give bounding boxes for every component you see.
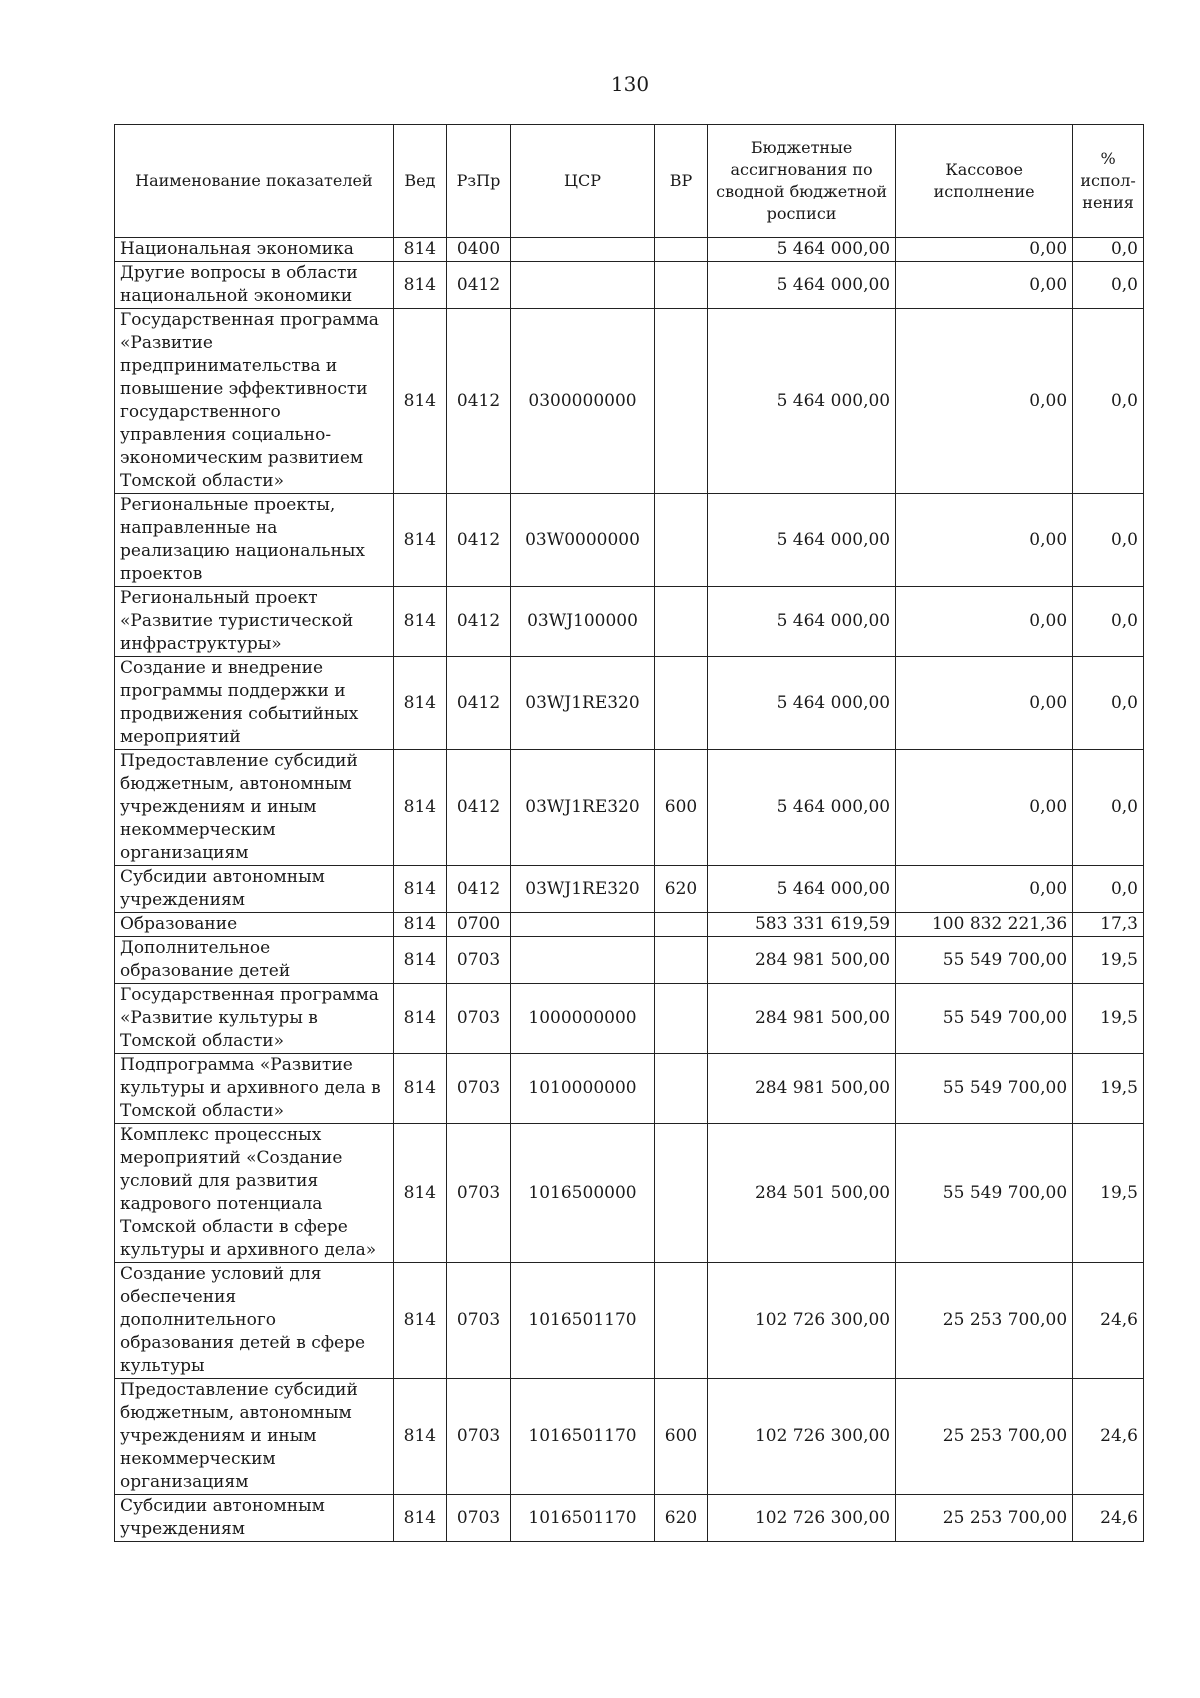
table-header-row	[115, 125, 1144, 238]
row-ved: 814	[393, 1124, 446, 1263]
row-rzpr: 0412	[446, 866, 510, 913]
row-cash: 0,00	[896, 494, 1073, 587]
row-vr	[654, 494, 707, 587]
row-ved: 814	[393, 984, 446, 1054]
row-vr	[654, 1263, 707, 1379]
row-ved: 814	[393, 866, 446, 913]
table-row	[115, 750, 1144, 866]
row-pct: 0,0	[1073, 866, 1144, 913]
row-csr: 03WJ1RE320	[511, 866, 655, 913]
row-name: Образование	[115, 913, 394, 937]
row-cash: 100 832 221,36	[896, 913, 1073, 937]
row-vr: 620	[654, 866, 707, 913]
header-name: Наименование показателей	[115, 125, 394, 238]
row-rzpr: 0400	[446, 238, 510, 262]
row-vr	[654, 309, 707, 494]
row-pct: 17,3	[1073, 913, 1144, 937]
row-vr	[654, 262, 707, 309]
row-rzpr: 0412	[446, 657, 510, 750]
row-name: Другие вопросы в области национальной экономики	[115, 262, 394, 309]
row-pct: 0,0	[1073, 494, 1144, 587]
table-row	[115, 494, 1144, 587]
row-ved: 814	[393, 238, 446, 262]
row-name: Субсидии автономным учреждениям	[115, 866, 394, 913]
header-rzpr: РзПр	[446, 125, 510, 238]
row-budget: 5 464 000,00	[708, 262, 896, 309]
row-rzpr: 0412	[446, 587, 510, 657]
row-pct: 24,6	[1073, 1495, 1144, 1542]
row-ved: 814	[393, 1263, 446, 1379]
row-budget: 5 464 000,00	[708, 309, 896, 494]
row-ved: 814	[393, 1379, 446, 1495]
row-pct: 0,0	[1073, 750, 1144, 866]
row-ved: 814	[393, 1054, 446, 1124]
row-budget: 284 501 500,00	[708, 1124, 896, 1263]
row-name: Государственная программа «Развитие культуры в Томской области»	[115, 984, 394, 1054]
row-cash: 0,00	[896, 657, 1073, 750]
row-name: Государственная программа «Развитие предпринимательства и повышение эффективности государственного управления социально-экономическим развитием Томской области»	[115, 309, 394, 494]
row-rzpr: 0703	[446, 1263, 510, 1379]
row-pct: 19,5	[1073, 1054, 1144, 1124]
row-pct: 24,6	[1073, 1379, 1144, 1495]
row-pct: 24,6	[1073, 1263, 1144, 1379]
row-csr: 1000000000	[511, 984, 655, 1054]
row-name: Подпрограмма «Развитие культуры и архивного дела в Томской области»	[115, 1054, 394, 1124]
row-vr	[654, 657, 707, 750]
row-cash: 0,00	[896, 309, 1073, 494]
row-rzpr: 0412	[446, 750, 510, 866]
row-rzpr: 0412	[446, 494, 510, 587]
row-csr: 1016501170	[511, 1495, 655, 1542]
table-row	[115, 937, 1144, 984]
table-row	[115, 1124, 1144, 1263]
row-pct: 19,5	[1073, 1124, 1144, 1263]
table-row	[115, 984, 1144, 1054]
row-budget: 5 464 000,00	[708, 750, 896, 866]
row-csr: 0300000000	[511, 309, 655, 494]
row-rzpr: 0412	[446, 309, 510, 494]
row-rzpr: 0703	[446, 984, 510, 1054]
row-rzpr: 0412	[446, 262, 510, 309]
row-ved: 814	[393, 494, 446, 587]
row-pct: 0,0	[1073, 262, 1144, 309]
row-cash: 0,00	[896, 262, 1073, 309]
row-pct: 0,0	[1073, 238, 1144, 262]
row-name: Субсидии автономным учреждениям	[115, 1495, 394, 1542]
table-row	[115, 1263, 1144, 1379]
row-budget: 102 726 300,00	[708, 1263, 896, 1379]
table-row	[115, 238, 1144, 262]
row-budget: 5 464 000,00	[708, 238, 896, 262]
table-row	[115, 1495, 1144, 1542]
header-budget: Бюджетные ассигнования по сводной бюджетной росписи	[708, 125, 896, 238]
row-name: Предоставление субсидий бюджетным, автономным учреждениям и иным некоммерческим организациям	[115, 750, 394, 866]
page-number: 130	[610, 72, 650, 96]
budget-execution-table	[114, 124, 1144, 1542]
row-name: Создание и внедрение программы поддержки и продвижения событийных мероприятий	[115, 657, 394, 750]
row-budget: 5 464 000,00	[708, 587, 896, 657]
row-ved: 814	[393, 309, 446, 494]
header-ved: Вед	[393, 125, 446, 238]
row-pct: 19,5	[1073, 937, 1144, 984]
row-budget: 284 981 500,00	[708, 937, 896, 984]
row-budget: 5 464 000,00	[708, 866, 896, 913]
row-name: Региональный проект «Развитие туристической инфраструктуры»	[115, 587, 394, 657]
table-row	[115, 866, 1144, 913]
row-csr: 03WJ1RE320	[511, 750, 655, 866]
row-cash: 55 549 700,00	[896, 1124, 1073, 1263]
row-csr: 03W0000000	[511, 494, 655, 587]
row-cash: 0,00	[896, 750, 1073, 866]
row-rzpr: 0703	[446, 1495, 510, 1542]
header-pct: % испол-нения	[1073, 125, 1144, 238]
header-cash: Кассовое исполнение	[896, 125, 1073, 238]
row-vr: 620	[654, 1495, 707, 1542]
row-ved: 814	[393, 937, 446, 984]
row-cash: 0,00	[896, 866, 1073, 913]
header-vr: ВР	[654, 125, 707, 238]
row-csr	[511, 238, 655, 262]
row-pct: 19,5	[1073, 984, 1144, 1054]
row-csr	[511, 937, 655, 984]
row-csr: 1010000000	[511, 1054, 655, 1124]
row-csr: 1016500000	[511, 1124, 655, 1263]
row-vr	[654, 587, 707, 657]
row-budget: 583 331 619,59	[708, 913, 896, 937]
row-budget: 5 464 000,00	[708, 657, 896, 750]
table-row	[115, 1054, 1144, 1124]
row-budget: 284 981 500,00	[708, 1054, 896, 1124]
row-ved: 814	[393, 1495, 446, 1542]
row-ved: 814	[393, 750, 446, 866]
table-row	[115, 587, 1144, 657]
row-ved: 814	[393, 587, 446, 657]
header-csr: ЦСР	[511, 125, 655, 238]
row-name: Создание условий для обеспечения дополнительного образования детей в сфере культуры	[115, 1263, 394, 1379]
row-name: Национальная экономика	[115, 238, 394, 262]
row-vr	[654, 1124, 707, 1263]
row-vr	[654, 937, 707, 984]
row-cash: 55 549 700,00	[896, 937, 1073, 984]
row-ved: 814	[393, 913, 446, 937]
row-csr: 03WJ1RE320	[511, 657, 655, 750]
row-ved: 814	[393, 262, 446, 309]
row-rzpr: 0700	[446, 913, 510, 937]
row-vr: 600	[654, 750, 707, 866]
table-row	[115, 262, 1144, 309]
table-row	[115, 1379, 1144, 1495]
row-pct: 0,0	[1073, 657, 1144, 750]
row-cash: 25 253 700,00	[896, 1495, 1073, 1542]
row-csr	[511, 913, 655, 937]
row-cash: 55 549 700,00	[896, 1054, 1073, 1124]
row-cash: 0,00	[896, 238, 1073, 262]
row-csr: 03WJ100000	[511, 587, 655, 657]
row-vr	[654, 913, 707, 937]
row-budget: 102 726 300,00	[708, 1379, 896, 1495]
row-vr: 600	[654, 1379, 707, 1495]
row-vr	[654, 238, 707, 262]
row-rzpr: 0703	[446, 937, 510, 984]
row-cash: 55 549 700,00	[896, 984, 1073, 1054]
row-pct: 0,0	[1073, 587, 1144, 657]
table-row	[115, 309, 1144, 494]
row-rzpr: 0703	[446, 1379, 510, 1495]
row-ved: 814	[393, 657, 446, 750]
row-budget: 102 726 300,00	[708, 1495, 896, 1542]
row-budget: 284 981 500,00	[708, 984, 896, 1054]
table-row	[115, 657, 1144, 750]
row-csr: 1016501170	[511, 1263, 655, 1379]
row-name: Комплекс процессных мероприятий «Создание условий для развития кадрового потенциала Томской области в сфере культуры и архивного дела»	[115, 1124, 394, 1263]
row-csr: 1016501170	[511, 1379, 655, 1495]
row-vr	[654, 984, 707, 1054]
table-row	[115, 913, 1144, 937]
row-cash: 25 253 700,00	[896, 1263, 1073, 1379]
row-csr	[511, 262, 655, 309]
row-vr	[654, 1054, 707, 1124]
row-cash: 25 253 700,00	[896, 1379, 1073, 1495]
row-pct: 0,0	[1073, 309, 1144, 494]
row-rzpr: 0703	[446, 1054, 510, 1124]
row-name: Предоставление субсидий бюджетным, автономным учреждениям и иным некоммерческим организациям	[115, 1379, 394, 1495]
row-cash: 0,00	[896, 587, 1073, 657]
row-budget: 5 464 000,00	[708, 494, 896, 587]
row-name: Дополнительное образование детей	[115, 937, 394, 984]
row-rzpr: 0703	[446, 1124, 510, 1263]
row-name: Региональные проекты, направленные на реализацию национальных проектов	[115, 494, 394, 587]
